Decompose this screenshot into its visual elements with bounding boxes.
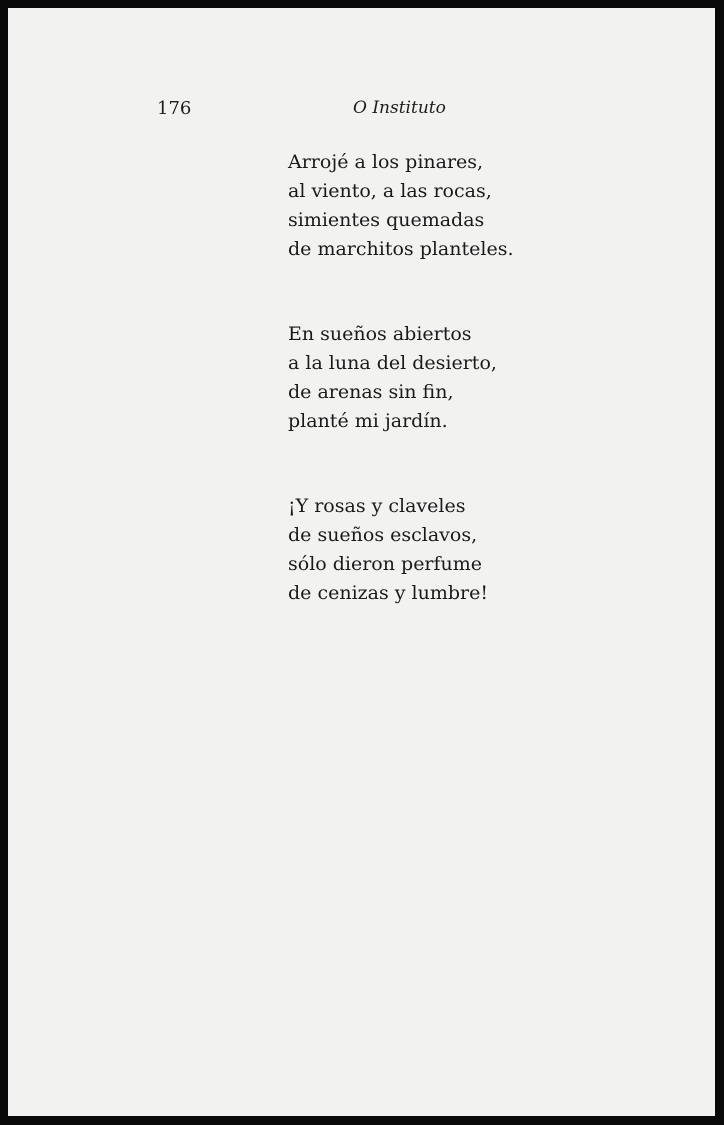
verse-line: sólo dieron perfume: [288, 553, 483, 575]
poem: [288, 148, 608, 664]
stanza-1: [288, 148, 608, 264]
verse-line: de arenas sin fin,: [288, 381, 454, 403]
verse-line: planté mi jardín.: [288, 410, 448, 432]
verse-line: simientes quemadas: [288, 209, 485, 231]
verse-line: En sueños abiertos: [288, 323, 472, 345]
verse-line: al viento, a las rocas,: [288, 180, 492, 202]
running-head: [8, 94, 715, 124]
verse-line: de cenizas y lumbre!: [288, 582, 489, 604]
stanza-3: [288, 492, 608, 608]
verse-line: de sueños esclavos,: [288, 524, 478, 546]
verse-line: Arrojé a los pinares,: [288, 151, 484, 173]
verse-line: a la luna del desierto,: [288, 352, 497, 374]
page-number: 176: [157, 98, 192, 119]
book-page: [8, 8, 715, 1116]
verse-line: de marchitos planteles.: [288, 238, 514, 260]
stanza-2: [288, 320, 608, 436]
journal-title: O Instituto: [353, 98, 446, 118]
verse-line: ¡Y rosas y claveles: [288, 495, 466, 517]
